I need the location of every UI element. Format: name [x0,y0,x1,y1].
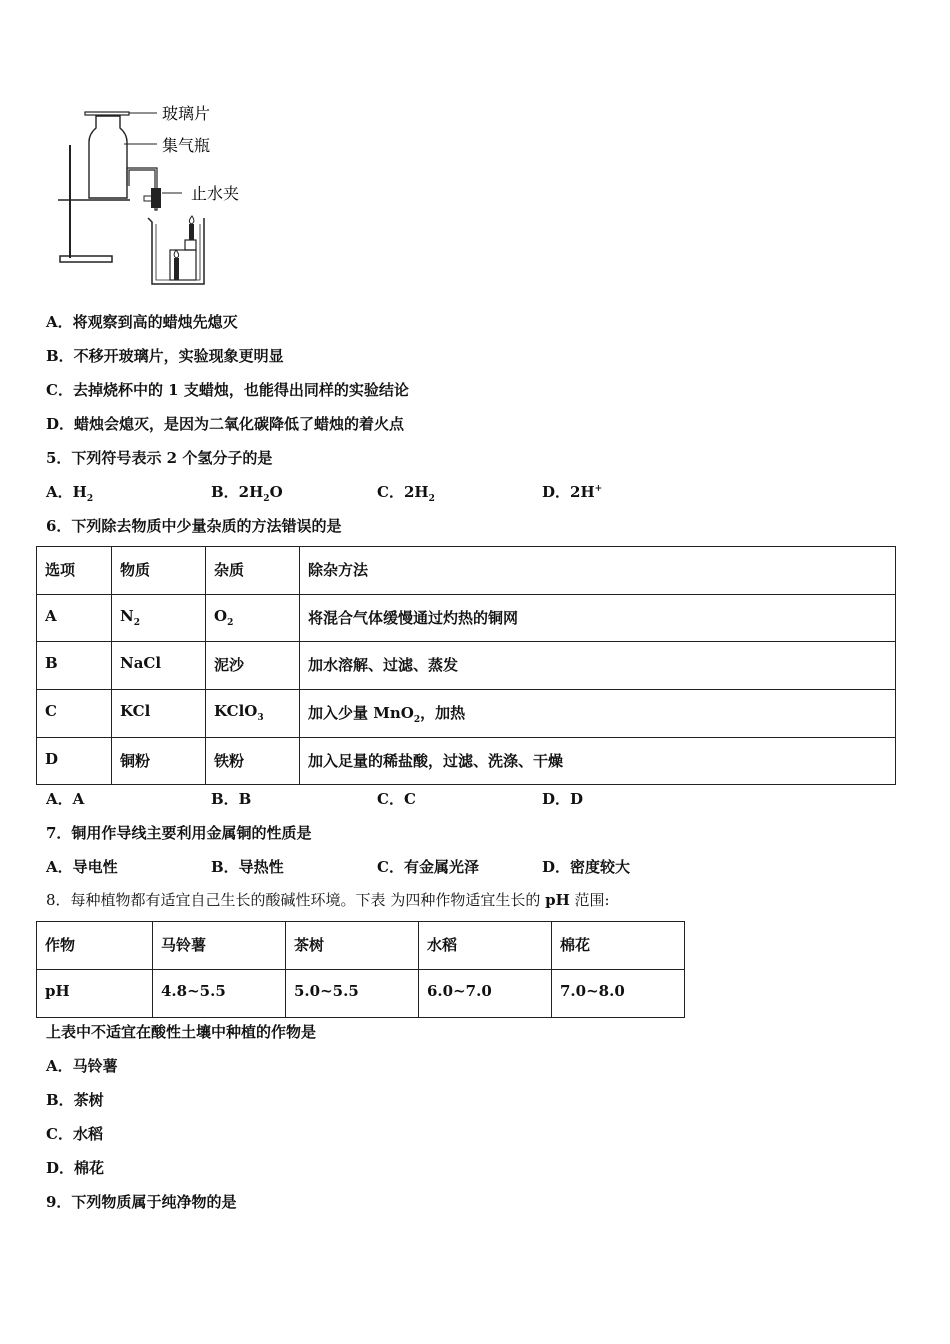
table-header-cell: 马铃薯 [153,922,286,970]
q8-question: 上表中不适宜在酸性土壤中种植的作物是 [46,1023,317,1041]
q8-option-c: C．水稻 [46,1125,103,1143]
q9-stem: 9．下列物质属于纯净物的是 [46,1193,237,1211]
experiment-apparatus-figure [52,100,262,290]
table-row [37,595,896,642]
table-cell: B [37,642,112,690]
q6-option-b: B．B [211,790,252,808]
figure-label-gas-bottle: 集气瓶 [162,136,211,155]
table-cell: $N_2$ [112,595,206,642]
figure-label-glass-plate: 玻璃片 [162,104,211,123]
table-cell: $O_2$ [206,595,300,642]
table-header-cell: 水稻 [419,922,552,970]
table-header-cell: 作物 [37,922,153,970]
table-header-row [37,922,685,970]
table-row [37,690,896,738]
q8-option-b: B．茶树 [46,1091,104,1109]
table-cell: 泥沙 [206,642,300,690]
q5-stem: 5．下列符号表示 2 个氢分子的是 [46,449,273,467]
q8-stem: 8．每种植物都有适宜自己生长的酸碱性环境。下表 为四种作物适宜生长的 pH 范围: [46,891,610,909]
table-row [37,642,896,690]
q6-option-d: D．D [542,790,584,808]
q6-table [36,546,896,785]
table-cell: 铜粉 [112,738,206,785]
q7-option-c: C．有金属光泽 [377,858,479,876]
q8-option-a: A．马铃薯 [46,1057,118,1075]
table-cell: C [37,690,112,738]
table-row [37,970,685,1018]
q4-option-b: B．不移开玻璃片，实验现象更明显 [46,347,284,365]
table-cell: 4.8~5.5 [153,970,286,1018]
q6-option-a: A．A [46,790,85,808]
table-cell: 加水溶解、过滤、蒸发 [300,642,896,690]
table-row [37,738,896,785]
q7-stem: 7．铜用作导线主要利用金属铜的性质是 [46,824,312,842]
q7-option-b: B．导热性 [211,858,284,876]
table-cell: A [37,595,112,642]
table-header-cell: 选项 [37,547,112,595]
table-cell: 5.0~5.5 [286,970,419,1018]
table-header-cell: 棉花 [552,922,685,970]
q7-option-a: A．导电性 [46,858,118,876]
table-cell: NaCl [112,642,206,690]
q4-option-c: C．去掉烧杯中的 1 支蜡烛，也能得出同样的实验结论 [46,381,409,399]
q8-table [36,921,685,1018]
table-header-cell: 杂质 [206,547,300,595]
figure-label-clip: 止水夹 [191,184,240,203]
table-cell: 铁粉 [206,738,300,785]
q5-option-b: B．$2H_2O$ [211,483,283,504]
table-cell: KCl [112,690,206,738]
table-cell: 7.0~8.0 [552,970,685,1018]
q5-option-c: C．$2H_2$ [377,483,435,504]
table-cell: pH [37,970,153,1018]
table-cell: 6.0~7.0 [419,970,552,1018]
q6-option-c: C．C [377,790,416,808]
q4-option-d: D．蜡烛会熄灭，是因为二氧化碳降低了蜡烛的着火点 [46,415,405,433]
q5-option-a: A．$H_2$ [46,483,94,504]
table-cell: D [37,738,112,785]
q6-stem: 6．下列除去物质中少量杂质的方法错误的是 [46,517,342,535]
table-cell: 加入少量 MnO$_2$，加热 [300,690,896,738]
table-cell: 加入足量的稀盐酸，过滤、洗涤、干燥 [300,738,896,785]
table-cell: KClO$_3$ [206,690,300,738]
q5-option-d: D．2H+ [542,483,603,501]
q8-option-d: D．棉花 [46,1159,105,1177]
q4-option-a: A．将观察到高的蜡烛先熄灭 [46,313,238,331]
q7-option-d: D．密度较大 [542,858,631,876]
table-header-cell: 茶树 [286,922,419,970]
table-header-cell: 物质 [112,547,206,595]
table-cell: 将混合气体缓慢通过灼热的铜网 [300,595,896,642]
table-header-row [37,547,896,595]
table-header-cell: 除杂方法 [300,547,896,595]
